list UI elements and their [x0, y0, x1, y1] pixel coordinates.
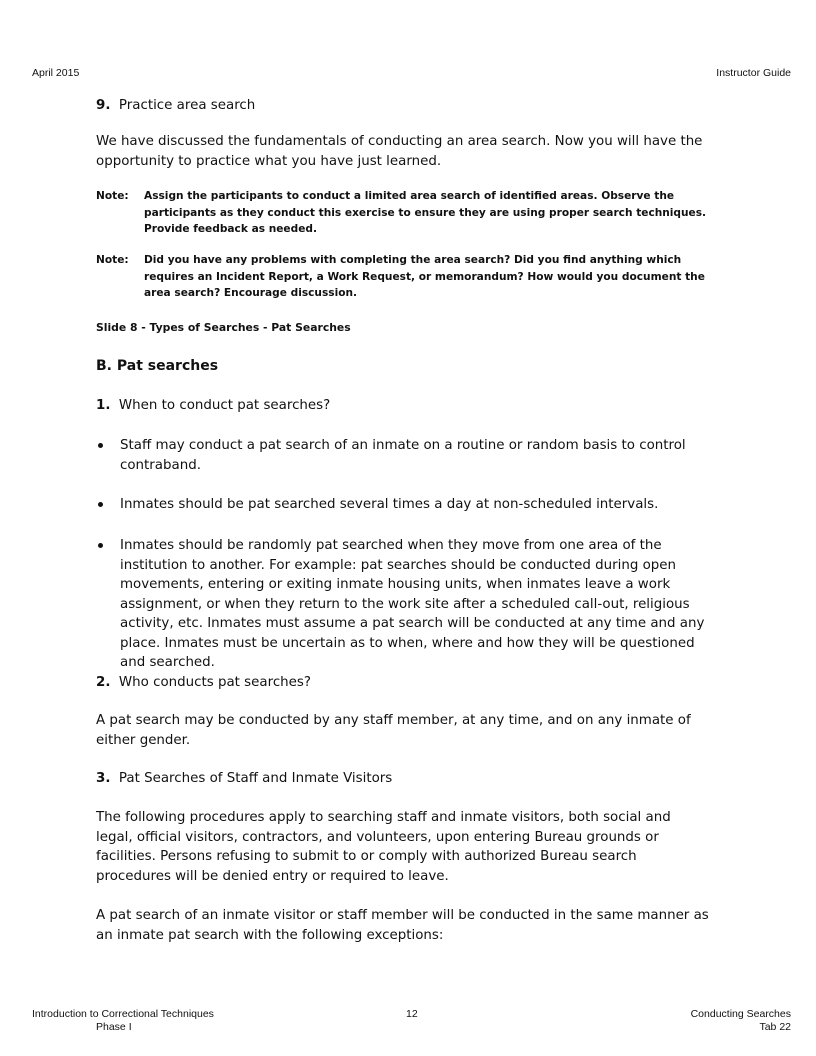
item-2-paragraph: A pat search may be conducted by any staff member, at any time, and on any inmate of either gender.: [96, 713, 691, 748]
item-3-heading: [96, 769, 736, 789]
footer-topic: Conducting Searches: [690, 1008, 791, 1020]
item-title: When to conduct pat searches?: [118, 398, 331, 413]
item-number: 1.: [96, 398, 111, 413]
list-item: [96, 536, 736, 673]
slide-reference: Slide 8 - Types of Searches - Pat Searches: [96, 321, 351, 334]
item-title: Pat Searches of Staff and Inmate Visitors: [118, 771, 393, 786]
list-item: [96, 495, 736, 515]
instructor-note: [96, 188, 732, 238]
section-b-heading: B. Pat searches: [96, 358, 219, 374]
footer-course: Introduction to Correctional Techniques: [32, 1008, 214, 1020]
list-item-text: Staff may conduct a pat search of an inmate on a routine or random basis to control contraband.: [120, 438, 686, 473]
section-9-heading: [96, 96, 736, 116]
footer-tab: Tab 22: [759, 1021, 791, 1033]
item-2-heading: [96, 673, 736, 693]
bullet-icon: [98, 443, 103, 448]
note-label: Note:: [96, 190, 129, 202]
item-3-paragraph-2: A pat search of an inmate visitor or staff member will be conducted in the same manner as an inmate pat search with the following exceptions:: [96, 908, 709, 943]
item-3-paragraph-1: The following procedures apply to searching staff and inmate visitors, both social and legal, official visitors, contractors, and volunteers, upon entering Bureau grounds or facilities. Persons refusing to submit to or comply with authorized Bureau search procedures will be denied entry or required to leave.: [96, 810, 671, 884]
section-title: Practice area search: [118, 98, 256, 113]
bullet-icon: [98, 502, 103, 507]
section-number: 9.: [96, 98, 111, 113]
item-number: 2.: [96, 675, 111, 690]
header-date: April 2015: [32, 67, 80, 79]
note-text: Did you have any problems with completing the area search? Did you find anything which requires an Incident Report, a Work Request, or memorandum? How would you document the area search? Encourage discussion.: [144, 254, 705, 299]
page-number: 12: [406, 1008, 418, 1020]
item-number: 3.: [96, 771, 111, 786]
item-title: Who conducts pat searches?: [118, 675, 311, 690]
note-text: Assign the participants to conduct a limited area search of identified areas. Observe the participants as they conduct this exercise to ensure they are using proper search techniques. Provide feedback as needed.: [144, 190, 707, 235]
item-1-heading: [96, 396, 736, 416]
header-guide-title: Instructor Guide: [716, 67, 791, 79]
bullet-icon: [98, 543, 103, 548]
section-9-paragraph: We have discussed the fundamentals of conducting an area search. Now you will have the opportunity to practice what you have just learned.: [96, 134, 703, 169]
list-item: [96, 436, 736, 475]
instructor-note: [96, 252, 732, 302]
list-item-text: Inmates should be randomly pat searched when they move from one area of the institution to another. For example: pat searches should be conducted during open movements, entering or exiting inmate housing units, when inmates leave a work assignment, or when they return to the work site after a scheduled call-out, religious activity, etc. Inmates must assume a pat search will be conducted at any time and any place. Inmates must be uncertain as to when, where and how they will be questioned and searched.: [120, 538, 705, 670]
list-item-text: Inmates should be pat searched several times a day at non-scheduled intervals.: [120, 497, 659, 512]
footer-phase: Phase I: [96, 1021, 132, 1033]
note-label: Note:: [96, 254, 129, 266]
